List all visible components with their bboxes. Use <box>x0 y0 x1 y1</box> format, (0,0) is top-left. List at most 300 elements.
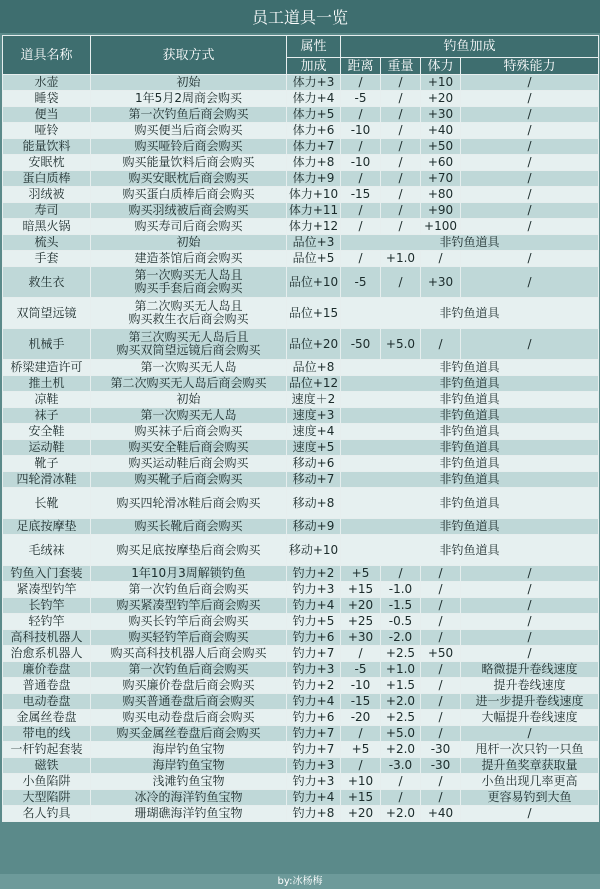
stamina-cell: / <box>421 329 461 360</box>
stamina-cell: / <box>421 251 461 267</box>
non-fishing-note-cell: 非钓鱼道具 <box>341 408 599 424</box>
item-name-cell: 能量饮料 <box>3 139 91 155</box>
stamina-cell: / <box>421 774 461 790</box>
distance-cell: +5 <box>341 566 381 582</box>
method-line: 购买运动鞋后商会购买 <box>128 456 249 470</box>
table-row <box>3 630 599 646</box>
weight-cell: +5.0 <box>381 329 421 360</box>
item-name-cell: 廉价卷盘 <box>3 662 91 678</box>
item-attr-cell: 品位+15 <box>287 298 341 329</box>
table-row <box>3 91 599 107</box>
special-cell: / <box>461 75 599 91</box>
distance-cell: -10 <box>341 155 381 171</box>
table-row <box>3 774 599 790</box>
method-line: 购买足底按摩垫后商会购买 <box>116 542 261 557</box>
method-line: 第二次购买无人岛后商会购买 <box>110 376 267 390</box>
item-attr-cell: 钓力+8 <box>287 806 341 822</box>
table-row <box>3 678 599 694</box>
distance-cell: / <box>341 646 381 662</box>
item-attr-cell: 体力+4 <box>287 91 341 107</box>
table-row <box>3 219 599 235</box>
item-attr-cell: 移动+10 <box>287 535 341 566</box>
item-name-cell: 轻钓竿 <box>3 614 91 630</box>
item-method-cell <box>91 203 287 219</box>
header-method: 获取方式 <box>91 36 287 75</box>
table-row <box>3 171 599 187</box>
item-method-cell <box>91 123 287 139</box>
item-name-cell: 毛绒袜 <box>3 535 91 566</box>
item-attr-cell: 体力+3 <box>287 75 341 91</box>
item-method-cell <box>91 694 287 710</box>
special-cell: / <box>461 155 599 171</box>
item-method-cell <box>91 298 287 329</box>
method-line: 购买长钓竿后商会购买 <box>128 614 249 628</box>
stamina-cell: +60 <box>421 155 461 171</box>
item-method-cell <box>91 806 287 822</box>
item-attr-cell: 品位+3 <box>287 235 341 251</box>
weight-cell: / <box>381 139 421 155</box>
item-attr-cell: 速度＋2 <box>287 392 341 408</box>
header-attr-line1: 属性 <box>287 36 341 58</box>
item-method-cell <box>91 219 287 235</box>
non-fishing-note-cell: 非钓鱼道具 <box>341 440 599 456</box>
table-row <box>3 662 599 678</box>
item-attr-cell: 钓力+4 <box>287 694 341 710</box>
method-line: 第二次购买无人岛且 <box>134 299 243 313</box>
item-method-cell <box>91 75 287 91</box>
item-attr-cell: 体力+5 <box>287 107 341 123</box>
stamina-cell: / <box>421 790 461 806</box>
item-method-cell <box>91 408 287 424</box>
weight-cell: / <box>381 790 421 806</box>
stamina-cell: / <box>421 710 461 726</box>
item-attr-cell: 体力+8 <box>287 155 341 171</box>
stamina-cell: +80 <box>421 187 461 203</box>
stamina-cell: +100 <box>421 219 461 235</box>
distance-cell: / <box>341 251 381 267</box>
non-fishing-note-cell: 非钓鱼道具 <box>341 376 599 392</box>
non-fishing-note-cell: 非钓鱼道具 <box>341 472 599 488</box>
page-title <box>0 0 600 33</box>
item-name-cell: 金属丝卷盘 <box>3 710 91 726</box>
special-cell: / <box>461 646 599 662</box>
method-line: 1年5月2周商会购买 <box>135 91 242 105</box>
distance-cell: / <box>341 219 381 235</box>
item-method-cell <box>91 726 287 742</box>
item-name-cell: 救生衣 <box>3 267 91 298</box>
item-name-cell: 磁铁 <box>3 758 91 774</box>
special-cell: / <box>461 806 599 822</box>
distance-cell: +15 <box>341 582 381 598</box>
item-name-cell: 名人钓具 <box>3 806 91 822</box>
table-row <box>3 488 599 519</box>
item-attr-cell: 钓力+6 <box>287 710 341 726</box>
item-attr-cell: 钓力+7 <box>287 646 341 662</box>
distance-cell: +15 <box>341 790 381 806</box>
special-cell: / <box>461 582 599 598</box>
item-attr-cell: 钓力+2 <box>287 678 341 694</box>
item-attr-cell: 品位+8 <box>287 360 341 376</box>
distance-cell: -20 <box>341 710 381 726</box>
item-attr-cell: 移动+6 <box>287 456 341 472</box>
item-name-cell: 四轮滑冰鞋 <box>3 472 91 488</box>
author-credit: by:冰杨梅 <box>0 874 600 889</box>
method-line: 购买靴子后商会购买 <box>134 472 243 486</box>
item-attr-cell: 速度+4 <box>287 424 341 440</box>
item-name-cell: 电动卷盘 <box>3 694 91 710</box>
method-line: 购买手套后商会购买 <box>134 281 243 295</box>
stamina-cell: +40 <box>421 806 461 822</box>
table-row <box>3 646 599 662</box>
item-attr-cell: 钓力+4 <box>287 790 341 806</box>
special-cell: / <box>461 219 599 235</box>
item-name-cell: 长钓竿 <box>3 598 91 614</box>
table-row <box>3 519 599 535</box>
table-row <box>3 790 599 806</box>
item-method-cell <box>91 267 287 298</box>
method-line: 购买羽绒被后商会购买 <box>128 203 249 217</box>
stamina-cell: +30 <box>421 107 461 123</box>
weight-cell: +1.5 <box>381 678 421 694</box>
item-method-cell <box>91 519 287 535</box>
distance-cell: +25 <box>341 614 381 630</box>
item-name-cell: 睡袋 <box>3 91 91 107</box>
items-table <box>2 35 599 822</box>
item-attr-cell: 钓力+5 <box>287 614 341 630</box>
weight-cell: -1.0 <box>381 582 421 598</box>
method-line: 第三次购买无人岛后且 <box>128 330 249 344</box>
item-method-cell <box>91 630 287 646</box>
stamina-cell: +30 <box>421 267 461 298</box>
special-cell: / <box>461 107 599 123</box>
weight-cell: +2.5 <box>381 710 421 726</box>
special-cell: / <box>461 726 599 742</box>
stamina-cell: +10 <box>421 75 461 91</box>
stamina-cell: / <box>421 614 461 630</box>
non-fishing-note-cell: 非钓鱼道具 <box>341 535 599 566</box>
stamina-cell: -30 <box>421 758 461 774</box>
method-line: 初始 <box>176 75 201 89</box>
non-fishing-note-cell: 非钓鱼道具 <box>341 392 599 408</box>
weight-cell: / <box>381 203 421 219</box>
special-cell: / <box>461 123 599 139</box>
special-cell: / <box>461 329 599 360</box>
table-row <box>3 566 599 582</box>
table-row <box>3 440 599 456</box>
weight-cell: / <box>381 187 421 203</box>
weight-cell: -0.5 <box>381 614 421 630</box>
item-name-cell: 普通卷盘 <box>3 678 91 694</box>
non-fishing-note-cell: 非钓鱼道具 <box>341 519 599 535</box>
item-name-cell: 钓鱼入门套装 <box>3 566 91 582</box>
method-line: 购买蛋白质棒后商会购买 <box>122 187 255 201</box>
special-cell: / <box>461 598 599 614</box>
item-method-cell <box>91 535 287 566</box>
item-name-cell: 小鱼陷阱 <box>3 774 91 790</box>
table-row <box>3 742 599 758</box>
distance-cell: +20 <box>341 806 381 822</box>
method-line: 第一次购买无人岛 <box>140 360 237 374</box>
special-cell: / <box>461 171 599 187</box>
stamina-cell: / <box>421 662 461 678</box>
item-name-cell: 安全鞋 <box>3 424 91 440</box>
special-cell: / <box>461 139 599 155</box>
table-row <box>3 392 599 408</box>
stamina-cell: +90 <box>421 203 461 219</box>
item-attr-cell: 体力+12 <box>287 219 341 235</box>
item-attr-cell: 移动+8 <box>287 488 341 519</box>
item-name-cell: 手套 <box>3 251 91 267</box>
item-attr-cell: 钓力+2 <box>287 566 341 582</box>
table-row <box>3 582 599 598</box>
item-name-cell: 高科技机器人 <box>3 630 91 646</box>
item-attr-cell: 体力+6 <box>287 123 341 139</box>
table-row <box>3 614 599 630</box>
item-name-cell: 一杆钓起套装 <box>3 742 91 758</box>
item-method-cell <box>91 646 287 662</box>
non-fishing-note-cell: 非钓鱼道具 <box>341 456 599 472</box>
method-line: 购买双筒望远镜后商会购买 <box>116 343 261 357</box>
item-attr-cell: 体力+7 <box>287 139 341 155</box>
distance-cell: -5 <box>341 267 381 298</box>
weight-cell: / <box>381 123 421 139</box>
item-method-cell <box>91 566 287 582</box>
item-name-cell: 足底按摩垫 <box>3 519 91 535</box>
item-name-cell: 桥梁建造许可 <box>3 360 91 376</box>
method-line: 初始 <box>176 392 201 406</box>
item-name-cell: 蛋白质棒 <box>3 171 91 187</box>
item-name-cell: 带电的线 <box>3 726 91 742</box>
weight-cell: / <box>381 107 421 123</box>
item-name-cell: 机械手 <box>3 329 91 360</box>
item-attr-cell: 品位+10 <box>287 267 341 298</box>
weight-cell: +1.0 <box>381 251 421 267</box>
weight-cell: +2.5 <box>381 646 421 662</box>
special-cell: 小鱼出现几率更高 <box>461 774 599 790</box>
item-attr-cell: 钓力+3 <box>287 582 341 598</box>
stamina-cell: +70 <box>421 171 461 187</box>
item-method-cell <box>91 488 287 519</box>
stamina-cell: +50 <box>421 646 461 662</box>
method-line: 第一次购买无人岛 <box>140 408 237 422</box>
weight-cell: -2.0 <box>381 630 421 646</box>
distance-cell: / <box>341 171 381 187</box>
method-line: 第一次购买无人岛且 <box>134 268 243 282</box>
item-method-cell <box>91 614 287 630</box>
distance-cell: / <box>341 75 381 91</box>
item-attr-cell: 体力+9 <box>287 171 341 187</box>
item-name-cell: 便当 <box>3 107 91 123</box>
item-method-cell <box>91 678 287 694</box>
special-cell: / <box>461 267 599 298</box>
non-fishing-note-cell: 非钓鱼道具 <box>341 360 599 376</box>
item-attr-cell: 品位+5 <box>287 251 341 267</box>
table-row <box>3 187 599 203</box>
table-row <box>3 408 599 424</box>
special-cell: / <box>461 203 599 219</box>
item-method-cell <box>91 235 287 251</box>
item-name-cell: 长靴 <box>3 488 91 519</box>
table-row <box>3 456 599 472</box>
table-row <box>3 251 599 267</box>
special-cell: 提升鱼奖章获取量 <box>461 758 599 774</box>
weight-cell: +5.0 <box>381 726 421 742</box>
item-method-cell <box>91 376 287 392</box>
item-method-cell <box>91 790 287 806</box>
method-line: 购买普通卷盘后商会购买 <box>122 694 255 708</box>
method-line: 购买高科技机器人后商会购买 <box>110 646 267 660</box>
item-attr-cell: 体力+10 <box>287 187 341 203</box>
method-line: 珊瑚礁海洋钓鱼宝物 <box>134 806 243 820</box>
method-line: 购买便当后商会购买 <box>134 123 243 137</box>
special-cell: 略微提升卷线速度 <box>461 662 599 678</box>
distance-cell: -50 <box>341 329 381 360</box>
method-line: 购买金属丝卷盘后商会购买 <box>116 726 261 740</box>
distance-cell: / <box>341 758 381 774</box>
item-method-cell <box>91 139 287 155</box>
table-row <box>3 726 599 742</box>
item-attr-cell: 钓力+3 <box>287 774 341 790</box>
table-row <box>3 123 599 139</box>
stamina-cell: / <box>421 566 461 582</box>
item-method-cell <box>91 171 287 187</box>
stamina-cell: +40 <box>421 123 461 139</box>
item-attr-cell: 移动+9 <box>287 519 341 535</box>
item-attr-cell: 品位+12 <box>287 376 341 392</box>
item-name-cell: 大型陷阱 <box>3 790 91 806</box>
weight-cell: / <box>381 91 421 107</box>
method-line: 购买轻钓竿后商会购买 <box>128 630 249 644</box>
special-cell: / <box>461 91 599 107</box>
distance-cell: +5 <box>341 742 381 758</box>
distance-cell: -5 <box>341 91 381 107</box>
item-name-cell: 羽绒被 <box>3 187 91 203</box>
item-method-cell <box>91 582 287 598</box>
item-method-cell <box>91 456 287 472</box>
item-method-cell <box>91 472 287 488</box>
table-row <box>3 598 599 614</box>
weight-cell: / <box>381 566 421 582</box>
table-row <box>3 376 599 392</box>
stamina-cell: / <box>421 630 461 646</box>
weight-cell: +2.0 <box>381 742 421 758</box>
special-cell: / <box>461 187 599 203</box>
item-method-cell <box>91 392 287 408</box>
table-row <box>3 694 599 710</box>
table-row <box>3 203 599 219</box>
item-name-cell: 安眠枕 <box>3 155 91 171</box>
items-table-body <box>3 75 599 822</box>
stamina-cell: / <box>421 598 461 614</box>
weight-cell: / <box>381 171 421 187</box>
method-line: 初始 <box>176 235 201 249</box>
item-attr-cell: 钓力+6 <box>287 630 341 646</box>
item-name-cell: 运动鞋 <box>3 440 91 456</box>
method-line: 购买长靴后商会购买 <box>134 519 243 533</box>
item-name-cell: 治愈系机器人 <box>3 646 91 662</box>
weight-cell: +1.0 <box>381 662 421 678</box>
distance-cell: / <box>341 726 381 742</box>
table-row <box>3 235 599 251</box>
item-method-cell <box>91 758 287 774</box>
distance-cell: / <box>341 139 381 155</box>
stamina-cell: / <box>421 678 461 694</box>
table-row <box>3 155 599 171</box>
distance-cell: +20 <box>341 598 381 614</box>
weight-cell: -1.5 <box>381 598 421 614</box>
stamina-cell: / <box>421 582 461 598</box>
method-line: 购买廉价卷盘后商会购买 <box>122 678 255 692</box>
item-method-cell <box>91 662 287 678</box>
header-weight: 重量 <box>381 58 421 75</box>
distance-cell: / <box>341 107 381 123</box>
special-cell: 甩杆一次只钓一只鱼 <box>461 742 599 758</box>
item-attr-cell: 钓力+3 <box>287 758 341 774</box>
distance-cell: -5 <box>341 662 381 678</box>
method-line: 购买四轮滑冰鞋后商会购买 <box>116 495 261 510</box>
special-cell: / <box>461 630 599 646</box>
special-cell: 提升卷线速度 <box>461 678 599 694</box>
table-row <box>3 298 599 329</box>
method-line: 第一次钓鱼后商会购买 <box>128 662 249 676</box>
item-method-cell <box>91 187 287 203</box>
header-fishing-bonus: 钓鱼加成 <box>341 36 599 58</box>
item-attr-cell: 速度+5 <box>287 440 341 456</box>
distance-cell: -10 <box>341 123 381 139</box>
special-cell: / <box>461 566 599 582</box>
method-line: 购买袜子后商会购买 <box>134 424 243 438</box>
method-line: 购买寿司后商会购买 <box>134 219 243 233</box>
item-method-cell <box>91 440 287 456</box>
item-method-cell <box>91 424 287 440</box>
method-line: 购买紧凑型钓竿后商会购买 <box>116 598 261 612</box>
item-name-cell: 寿司 <box>3 203 91 219</box>
weight-cell: +2.0 <box>381 806 421 822</box>
method-line: 第一次钓鱼后商会购买 <box>128 582 249 596</box>
method-line: 第一次钓鱼后商会购买 <box>128 107 249 121</box>
method-line: 购买救生衣后商会购买 <box>128 312 249 326</box>
table-row <box>3 360 599 376</box>
table-row <box>3 472 599 488</box>
method-line: 冰冷的海洋钓鱼宝物 <box>134 790 243 804</box>
item-name-cell: 梳头 <box>3 235 91 251</box>
item-method-cell <box>91 251 287 267</box>
header-special: 特殊能力 <box>461 58 599 75</box>
table-row <box>3 758 599 774</box>
distance-cell: +30 <box>341 630 381 646</box>
non-fishing-note-cell: 非钓鱼道具 <box>341 235 599 251</box>
item-name-cell: 靴子 <box>3 456 91 472</box>
table-row <box>3 107 599 123</box>
table-row <box>3 75 599 91</box>
item-method-cell <box>91 774 287 790</box>
weight-cell: / <box>381 267 421 298</box>
header-stamina: 体力 <box>421 58 461 75</box>
item-method-cell <box>91 598 287 614</box>
item-attr-cell: 速度+3 <box>287 408 341 424</box>
table-row <box>3 424 599 440</box>
item-attr-cell: 钓力+7 <box>287 742 341 758</box>
item-method-cell <box>91 91 287 107</box>
method-line: 购买能量饮料后商会购买 <box>122 155 255 169</box>
distance-cell: / <box>341 203 381 219</box>
special-cell: 更容易钓到大鱼 <box>461 790 599 806</box>
special-cell: 进一步提升卷线速度 <box>461 694 599 710</box>
method-line: 浅滩钓鱼宝物 <box>152 774 225 788</box>
table-row <box>3 267 599 298</box>
method-line: 购买电动卷盘后商会购买 <box>122 710 255 724</box>
item-attr-cell: 钓力+4 <box>287 598 341 614</box>
